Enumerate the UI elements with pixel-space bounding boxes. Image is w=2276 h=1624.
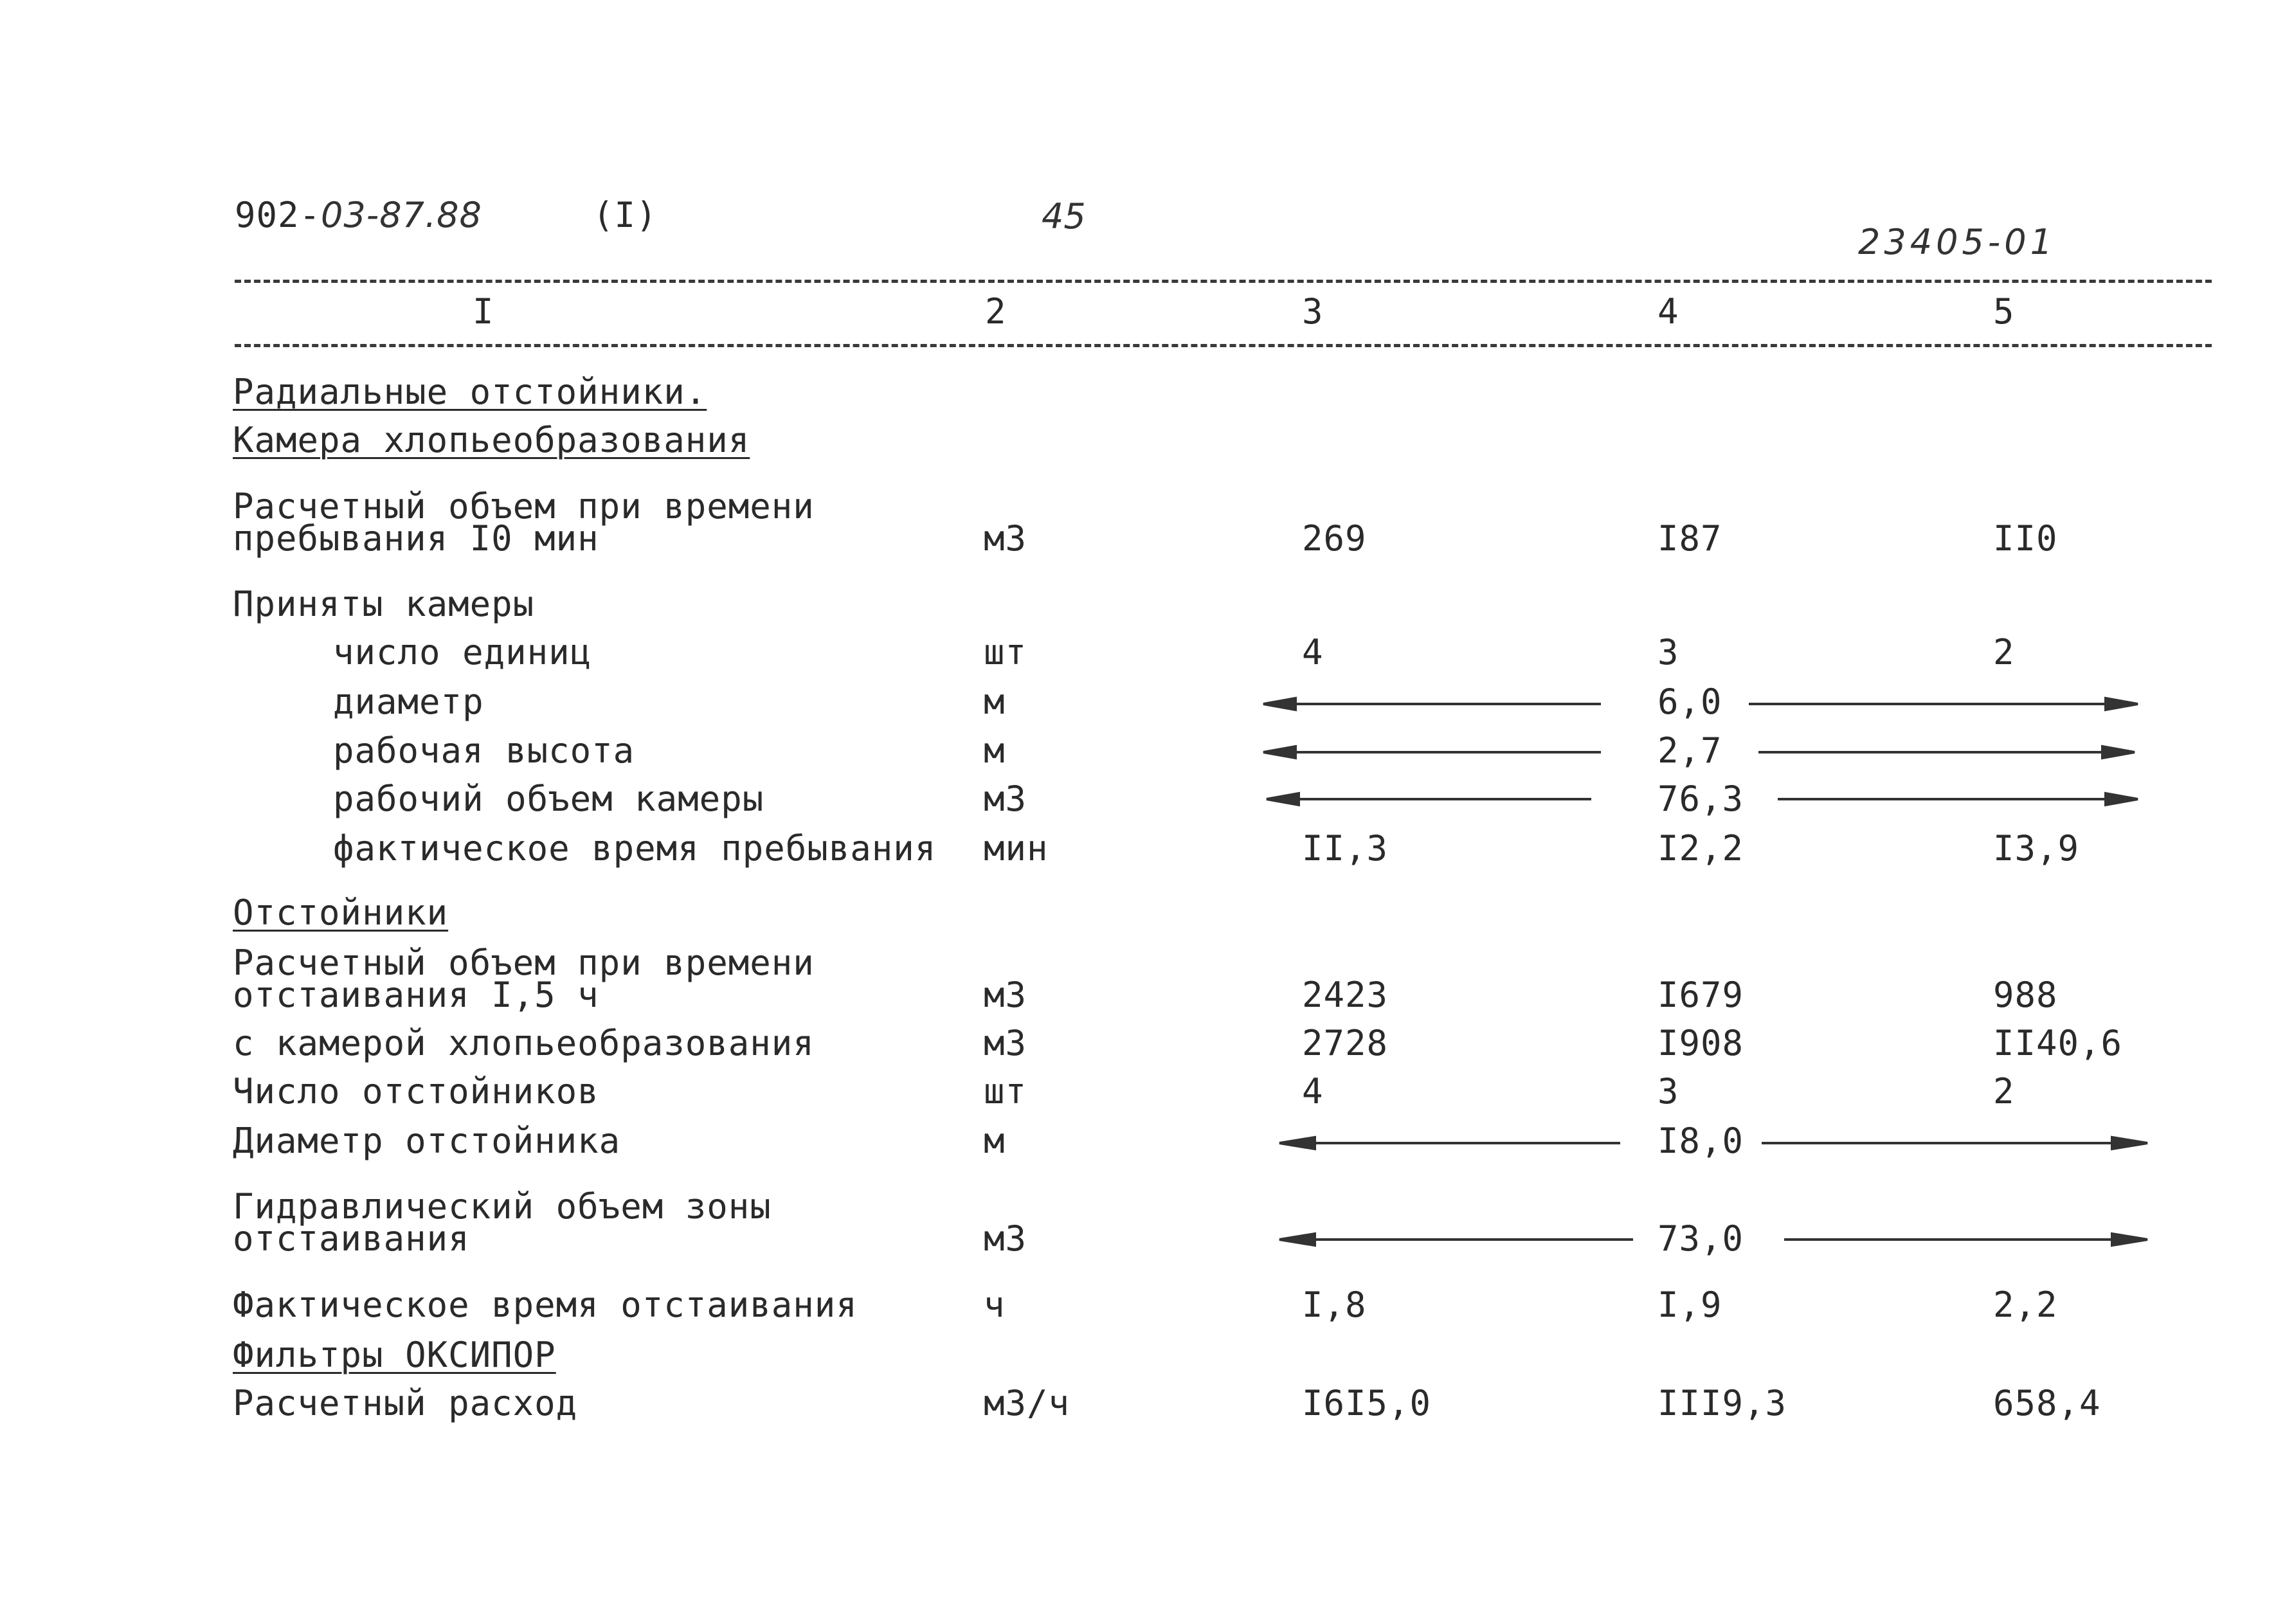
row-calc-volume-label-2: пребывания I0 мин xyxy=(233,518,599,559)
column-number-5: 5 xyxy=(1993,291,2015,332)
row-diameter-label: диаметр xyxy=(333,681,484,722)
row-with-chamber-unit: м3 xyxy=(984,1023,1027,1063)
row-settle-volume-label-1: Расчетный объем при времени xyxy=(233,943,815,983)
row-calc-flow-c3: I6I5,0 xyxy=(1302,1383,1432,1423)
row-diameter-unit: м xyxy=(984,681,1006,722)
span-arrow-settler-diameter xyxy=(1279,1137,2147,1149)
row-calc-volume-c3: 269 xyxy=(1302,518,1367,559)
row-settler-count-c5: 2 xyxy=(1993,1071,2015,1112)
row-settle-volume-c3: 2423 xyxy=(1302,975,1389,1015)
row-actual-stay-unit: мин xyxy=(984,828,1049,869)
row-settler-count-label: Число отстойников xyxy=(233,1071,599,1112)
row-work-volume-label: рабочий объем камеры xyxy=(333,779,764,819)
span-arrow-hydraulic-volume xyxy=(1279,1234,2147,1245)
row-calc-volume-unit: м3 xyxy=(984,518,1027,559)
row-units-count-unit: шт xyxy=(984,632,1027,672)
section-title-radial: Радиальные отстойники. xyxy=(233,372,707,412)
row-settler-diameter-label: Диаметр отстойника xyxy=(233,1121,621,1161)
span-arrow-work-volume xyxy=(1267,793,2138,805)
row-diameter-value: 6,0 xyxy=(1657,681,1722,722)
row-settler-diameter-unit: м xyxy=(984,1121,1006,1161)
row-work-height-value: 2,7 xyxy=(1657,730,1722,771)
section-title-chamber: Камера хлопьеобразования xyxy=(233,420,750,460)
span-arrow-diameter xyxy=(1263,698,2138,710)
row-settler-count-c4: 3 xyxy=(1657,1071,1679,1112)
column-number-4: 4 xyxy=(1657,291,1679,332)
row-settle-volume-label-2: отстаивания I,5 ч xyxy=(233,975,599,1015)
row-calc-flow-c4: III9,3 xyxy=(1657,1383,1787,1423)
row-units-count-c4: 3 xyxy=(1657,632,1679,672)
doc-code-handwritten: 03-87.88 xyxy=(321,195,482,235)
row-hydraulic-volume-unit: м3 xyxy=(984,1218,1027,1259)
row-hydraulic-volume-value: 73,0 xyxy=(1657,1218,1744,1259)
row-with-chamber-label: с камерой хлопьеобразования xyxy=(233,1023,815,1063)
row-hydraulic-volume-label-2: отстаивания xyxy=(233,1218,470,1259)
row-work-volume-unit: м3 xyxy=(984,779,1027,819)
section-title-filters: Фильтры ОКСИПОР xyxy=(233,1335,556,1375)
row-settle-volume-unit: м3 xyxy=(984,975,1027,1015)
row-with-chamber-c3: 2728 xyxy=(1302,1023,1389,1063)
row-actual-stay-c3: II,3 xyxy=(1302,828,1389,869)
doc-code-printed: 902- xyxy=(235,195,321,235)
row-work-volume-value: 76,3 xyxy=(1657,779,1744,819)
row-calc-volume-c5: II0 xyxy=(1993,518,2058,559)
row-actual-stay-c4: I2,2 xyxy=(1657,828,1744,869)
row-work-height-unit: м xyxy=(984,730,1006,771)
page-number: 45 xyxy=(1042,196,1086,237)
section-title-settlers: Отстойники xyxy=(233,892,449,933)
row-units-count-c3: 4 xyxy=(1302,632,1324,672)
row-settler-diameter-value: I8,0 xyxy=(1657,1121,1744,1161)
column-number-2: 2 xyxy=(985,291,1007,332)
column-number-3: 3 xyxy=(1302,291,1324,332)
row-settler-count-unit: шт xyxy=(984,1071,1027,1112)
album-number: (I) xyxy=(593,195,658,235)
row-with-chamber-c5: II40,6 xyxy=(1993,1023,2123,1063)
row-calc-volume-label-1: Расчетный объем при времени xyxy=(233,486,815,527)
row-units-count-label: число единиц xyxy=(333,632,592,672)
row-settle-volume-c5: 988 xyxy=(1993,975,2058,1015)
row-settler-count-c3: 4 xyxy=(1302,1071,1324,1112)
row-actual-settle-time-c4: I,9 xyxy=(1657,1285,1722,1325)
row-work-height-label: рабочая высота xyxy=(333,730,635,771)
inventory-number: 23405-01 xyxy=(1858,222,2056,262)
column-number-1: I xyxy=(473,291,494,332)
row-hydraulic-volume-label-1: Гидравлический объем зоны xyxy=(233,1186,772,1227)
row-actual-stay-c5: I3,9 xyxy=(1993,828,2080,869)
row-with-chamber-c4: I908 xyxy=(1657,1023,1744,1063)
row-actual-settle-time-unit: ч xyxy=(984,1285,1006,1325)
row-calc-flow-label: Расчетный расход xyxy=(233,1383,578,1423)
row-calc-flow-c5: 658,4 xyxy=(1993,1383,2101,1423)
row-settle-volume-c4: I679 xyxy=(1657,975,1744,1015)
row-calc-flow-unit: м3/ч xyxy=(984,1383,1070,1423)
row-actual-settle-time-c3: I,8 xyxy=(1302,1285,1367,1325)
row-actual-settle-time-c5: 2,2 xyxy=(1993,1285,2058,1325)
row-chambers-label: Приняты камеры xyxy=(233,584,535,624)
span-arrow-work-height xyxy=(1263,746,2135,758)
row-actual-settle-time-label: Фактическое время отстаивания xyxy=(233,1285,858,1325)
row-units-count-c5: 2 xyxy=(1993,632,2015,672)
row-actual-stay-label: фактическое время пребывания xyxy=(333,828,937,869)
row-calc-volume-c4: I87 xyxy=(1657,518,1722,559)
